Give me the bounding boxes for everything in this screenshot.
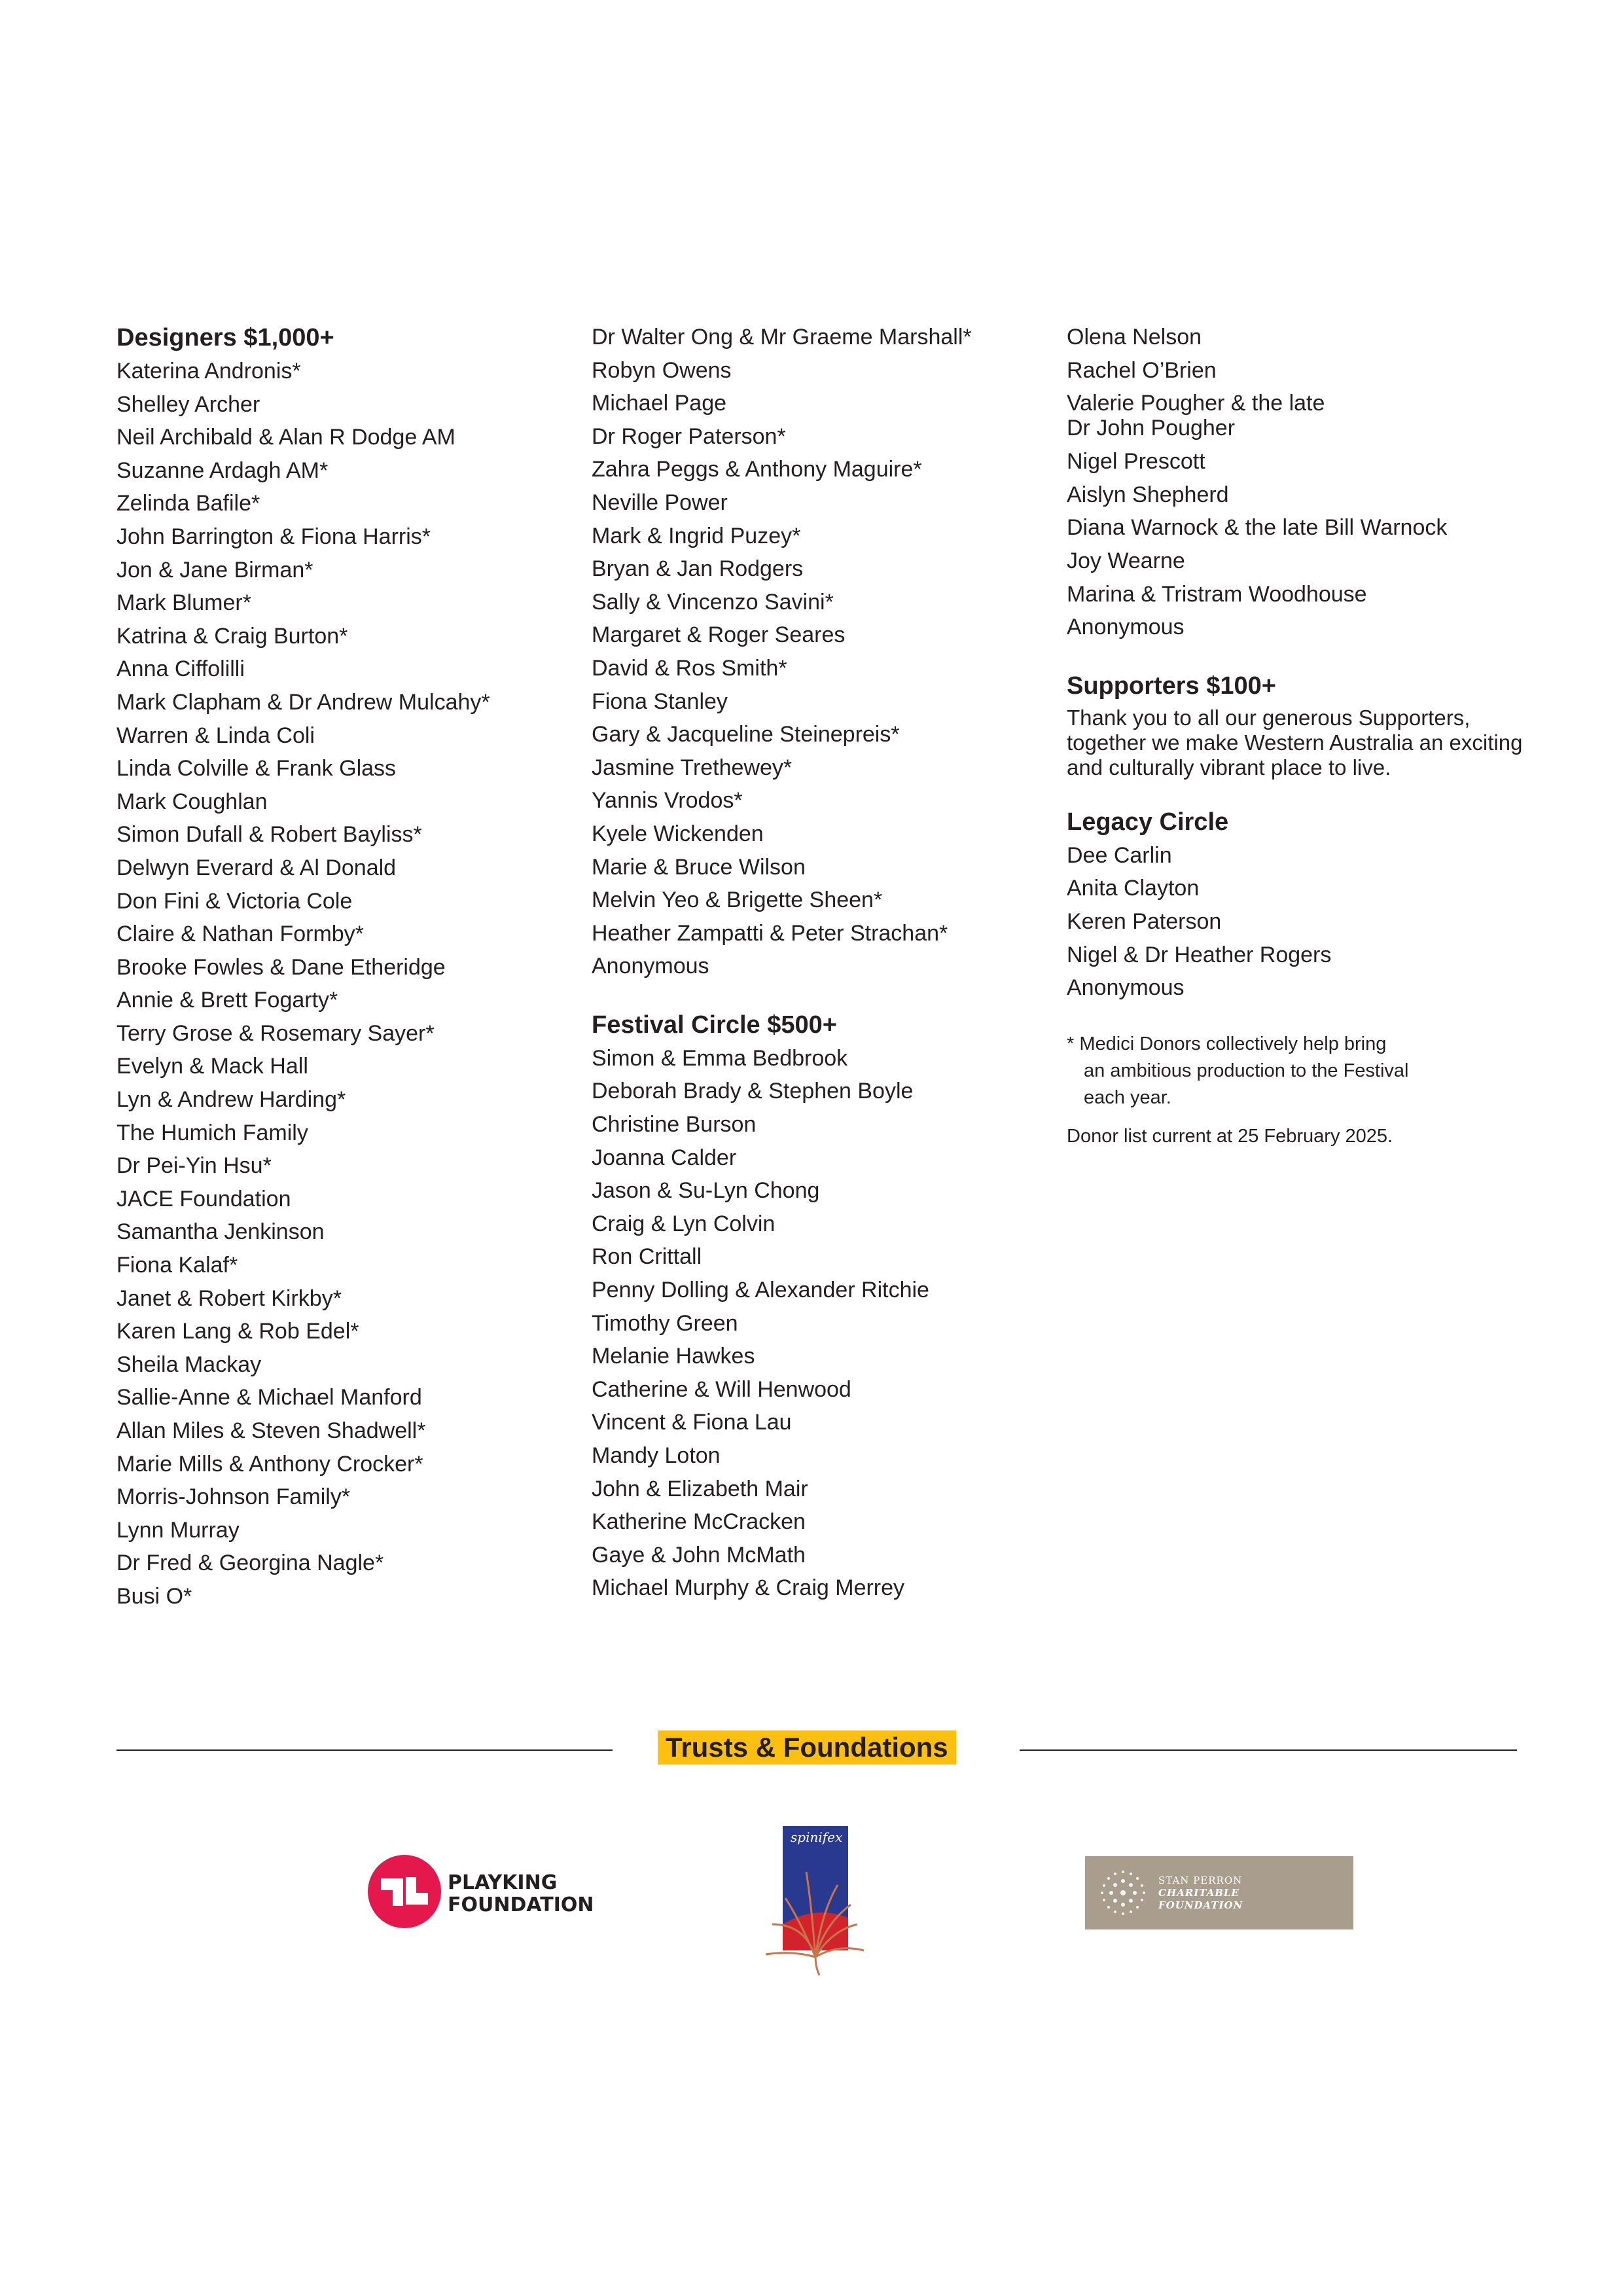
column-2: [592, 321, 1037, 1605]
donor-name: Annie & Brett Fogarty*: [116, 988, 338, 1013]
donor-name: Anonymous: [1067, 975, 1185, 1001]
section-gap: [592, 983, 1037, 1008]
donor-name: Keren Paterson: [1067, 908, 1222, 934]
donor-name: Sheila Mackay: [116, 1352, 262, 1377]
column-1: [116, 321, 562, 1613]
donor-name: Fiona Stanley: [592, 689, 728, 714]
playking-foundation-logo: [366, 1852, 594, 1931]
donor-name: Bryan & Jan Rodgers: [592, 556, 804, 582]
donor-name: Lyn & Andrew Harding*: [116, 1087, 346, 1113]
donor-list-date-note: Donor list current at 25 February 2025.: [1067, 1125, 1393, 1147]
donor-name: Marie & Bruce Wilson: [592, 854, 806, 880]
trusts-foundations-title: Trusts & Foundations: [658, 1731, 956, 1765]
donor-name: Valerie Pougher & the late Dr John Pougher: [1067, 391, 1325, 441]
playking-circle: [368, 1855, 441, 1928]
donor-name: Nigel & Dr Heather Rogers: [1067, 942, 1332, 967]
playking-logo-graphic: [366, 1852, 594, 1931]
column-3: [1067, 321, 1525, 1150]
donor-name: Brooke Fowles & Dane Etheridge: [116, 954, 446, 980]
donor-name: Zahra Peggs & Anthony Maguire*: [592, 457, 922, 482]
playking-line-2: FOUNDATION: [448, 1893, 594, 1916]
donor-name: Gaye & John McMath: [592, 1542, 806, 1568]
donor-name: Karen Lang & Rob Edel*: [116, 1319, 359, 1344]
stan-perron-emblem-icon: [1085, 1856, 1157, 1929]
donor-name: Allan Miles & Steven Shadwell*: [116, 1418, 426, 1443]
divider-right: [1020, 1749, 1517, 1751]
donor-name: Ron Crittall: [592, 1244, 702, 1270]
donor-name: Margaret & Roger Seares: [592, 622, 846, 648]
donor-name: Katherine McCracken: [592, 1509, 806, 1535]
legacy-circle-list: [1067, 839, 1525, 1005]
donor-name: Gary & Jacqueline Steinepreis*: [592, 722, 900, 747]
donor-name: Dr Pei-Yin Hsu*: [116, 1153, 272, 1179]
legacy-circle-heading: Legacy Circle: [1067, 808, 1229, 836]
donor-name: Craig & Lyn Colvin: [592, 1211, 776, 1236]
designers-list: [116, 355, 562, 1613]
designers-heading: Designers $1,000+: [116, 324, 334, 351]
donor-name: Catherine & Will Henwood: [592, 1376, 851, 1402]
section-gap: [1067, 644, 1525, 669]
donor-name: Terry Grose & Rosemary Sayer*: [116, 1020, 435, 1046]
donor-name: Sally & Vincenzo Savini*: [592, 589, 834, 615]
designers-list-continued: [592, 321, 1037, 983]
donor-name: Evelyn & Mack Hall: [116, 1054, 308, 1079]
donor-name: Penny Dolling & Alexander Ritchie: [592, 1278, 929, 1303]
donor-name: Busi O*: [116, 1583, 192, 1609]
donor-name: Lynn Murray: [116, 1517, 240, 1543]
section-gap: [1067, 780, 1525, 805]
donor-name: Vincent & Fiona Lau: [592, 1410, 792, 1435]
donor-name: Joanna Calder: [592, 1145, 737, 1170]
donor-name: Linda Colville & Frank Glass: [116, 756, 397, 781]
trusts-foundations-header: [116, 1728, 1517, 1767]
donor-name: Mark Blumer*: [116, 590, 251, 616]
spinifex-label: spinifex: [791, 1829, 843, 1845]
donor-name: Janet & Robert Kirkby*: [116, 1285, 342, 1311]
donor-name: Olena Nelson: [1067, 325, 1202, 350]
festival-circle-list: [592, 1042, 1037, 1605]
donor-name: Diana Warnock & the late Bill Warnock: [1067, 515, 1448, 541]
donor-name: Marie Mills & Anthony Crocker*: [116, 1451, 423, 1477]
supporters-text: Thank you to all our generous Supporters, together we make Western Australia an exciting and culturally vibrant place to live.: [1067, 705, 1523, 780]
donor-name: Simon & Emma Bedbrook: [592, 1045, 848, 1071]
donor-name: Marina & Tristram Woodhouse: [1067, 581, 1367, 607]
donor-name: Jasmine Trethewey*: [592, 755, 793, 780]
spinifex-logo-graphic: [759, 1826, 870, 1977]
supporters-heading: Supporters $100+: [1067, 672, 1276, 700]
donor-name: Dee Carlin: [1067, 842, 1172, 868]
donor-name: The Humich Family: [116, 1120, 308, 1145]
donor-name: Samantha Jenkinson: [116, 1219, 325, 1245]
stan-perron-line-3: FOUNDATION: [1158, 1899, 1243, 1911]
donor-name: Katerina Andronis*: [116, 359, 301, 384]
donor-name: Rachel O’Brien: [1067, 357, 1217, 383]
stan-perron-wordmark: [1158, 1874, 1243, 1912]
donor-name: Dr Fred & Georgina Nagle*: [116, 1551, 384, 1576]
donor-name: Anna Ciffolilli: [116, 656, 245, 682]
donor-name: Mark Clapham & Dr Andrew Mulcahy*: [116, 689, 490, 715]
donor-name: Nigel Prescott: [1067, 449, 1205, 475]
donor-name: Mandy Loton: [592, 1443, 721, 1468]
donor-name: Anonymous: [1067, 615, 1185, 640]
donor-name: Anonymous: [592, 954, 709, 979]
donor-name: Joy Wearne: [1067, 548, 1185, 573]
donor-name: Melvin Yeo & Brigette Sheen*: [592, 888, 883, 913]
donor-name: JACE Foundation: [116, 1186, 291, 1211]
donor-name: Robyn Owens: [592, 357, 732, 383]
donor-name: Mark Coughlan: [116, 789, 268, 814]
donor-name: Neville Power: [592, 490, 728, 515]
donor-name: Dr Roger Paterson*: [592, 423, 786, 449]
donor-name: Christine Burson: [592, 1112, 757, 1138]
donor-name: Zelinda Bafile*: [116, 491, 260, 516]
donor-name: Simon Dufall & Robert Bayliss*: [116, 822, 422, 848]
donor-name: John & Elizabeth Mair: [592, 1476, 808, 1501]
festival-circle-list-continued: [1067, 321, 1525, 644]
donor-name: Katrina & Craig Burton*: [116, 623, 348, 649]
donor-name: Fiona Kalaf*: [116, 1253, 238, 1278]
donor-name: John Barrington & Fiona Harris*: [116, 524, 431, 549]
donor-name: Aislyn Shepherd: [1067, 482, 1229, 507]
donor-name: Suzanne Ardagh AM*: [116, 457, 329, 483]
donor-name: Michael Page: [592, 391, 727, 416]
spinifex-logo: [759, 1826, 870, 1977]
donor-name: Shelley Archer: [116, 391, 260, 417]
donor-name: Michael Murphy & Craig Merrey: [592, 1575, 905, 1601]
donor-name: David & Ros Smith*: [592, 655, 787, 681]
playking-line-1: PLAYKING: [448, 1871, 558, 1894]
stan-perron-line-1: STAN PERRON: [1158, 1874, 1243, 1886]
donor-name: Delwyn Everard & Al Donald: [116, 855, 397, 880]
donor-name: Claire & Nathan Formby*: [116, 922, 364, 947]
donor-name: Kyele Wickenden: [592, 821, 764, 846]
donor-name: Jason & Su-Lyn Chong: [592, 1178, 820, 1204]
donor-name: Jon & Jane Birman*: [116, 557, 313, 583]
donor-name: Heather Zampatti & Peter Strachan*: [592, 920, 948, 946]
donor-name: Yannis Vrodos*: [592, 788, 743, 814]
festival-circle-heading: Festival Circle $500+: [592, 1011, 837, 1039]
donor-name: Timothy Green: [592, 1310, 738, 1336]
donor-name: Melanie Hawkes: [592, 1344, 755, 1369]
donor-name: Morris-Johnson Family*: [116, 1484, 351, 1510]
stan-perron-line-2: CHARITABLE: [1158, 1887, 1240, 1899]
divider-left: [116, 1749, 613, 1751]
donor-name: Neil Archibald & Alan R Dodge AM: [116, 425, 455, 450]
donor-name: Warren & Linda Coli: [116, 723, 315, 748]
donor-name: Deborah Brady & Stephen Boyle: [592, 1079, 914, 1104]
medici-footnote: * Medici Donors collectively help bring an ambitious production to the Festival each year.: [1067, 1033, 1409, 1108]
donor-name: Mark & Ingrid Puzey*: [592, 523, 801, 548]
stan-perron-foundation-logo: [1085, 1856, 1353, 1929]
donor-name: Sallie-Anne & Michael Manford: [116, 1385, 422, 1410]
donor-name: Dr Walter Ong & Mr Graeme Marshall*: [592, 325, 972, 350]
donor-name: Don Fini & Victoria Cole: [116, 888, 353, 914]
donor-name: Anita Clayton: [1067, 876, 1200, 901]
